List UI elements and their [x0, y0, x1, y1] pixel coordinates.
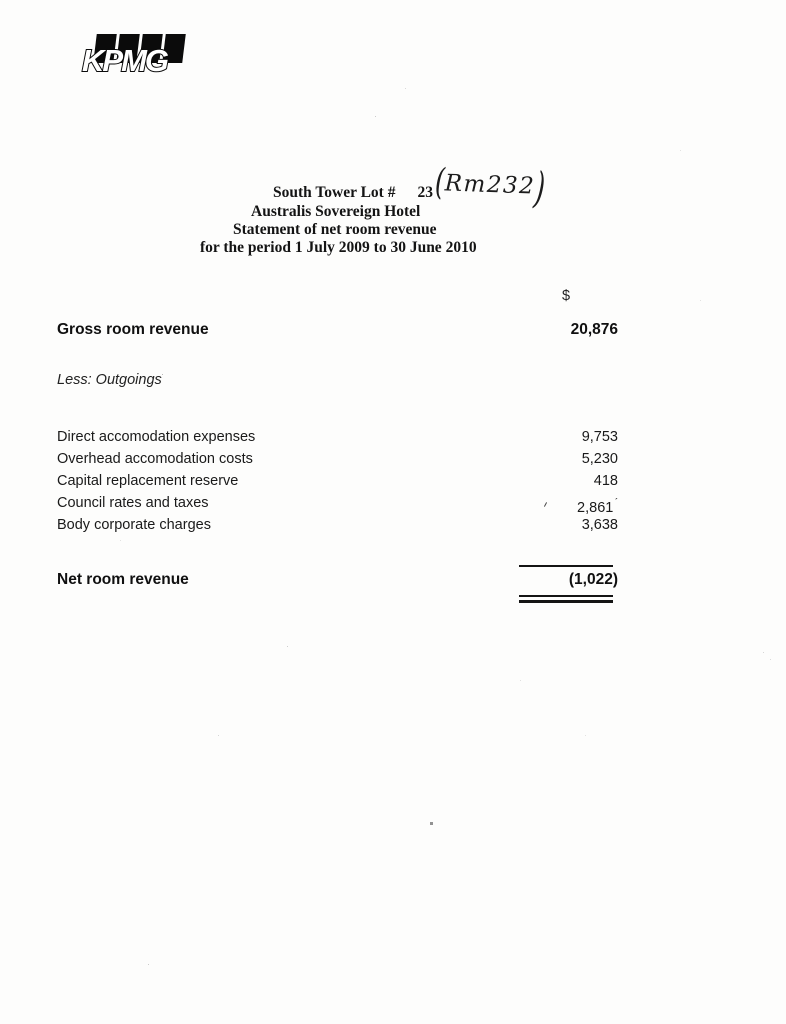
row-value: 9,753 — [581, 429, 618, 445]
row-direct-accomodation-expenses — [57, 429, 618, 445]
row-label: Less: Outgoings — [57, 372, 162, 388]
scan-noise — [0, 0, 1, 1]
row-gross-room-revenue — [57, 322, 618, 338]
doc-title-hotel-name: Australis Sovereign Hotel — [251, 203, 421, 220]
row-value: 418 — [593, 473, 618, 489]
doc-title-line-lot — [273, 185, 433, 201]
row-label: Council rates and taxes — [57, 495, 209, 511]
row-value: 20,876 — [570, 321, 618, 338]
row-value: 3,638 — [581, 517, 618, 533]
kpmg-wordmark-text: KPMG — [82, 43, 167, 78]
row-capital-replacement-reserve — [57, 473, 618, 489]
handwritten-room-annotation — [434, 160, 548, 215]
kpmg-wordmark — [80, 43, 205, 83]
lot-label: South Tower Lot # — [273, 184, 396, 201]
row-label: Body corporate charges — [57, 517, 211, 533]
scan-tick-artifact: ˊ — [614, 497, 618, 509]
kpmg-logo — [80, 32, 200, 80]
doc-title-statement-name: Statement of net room revenue — [233, 221, 437, 238]
row-value: (1,022) — [568, 571, 618, 588]
annotation-text: Rm232 — [444, 170, 536, 200]
row-body-corporate-charges — [57, 517, 618, 533]
row-value — [577, 495, 618, 516]
row-net-room-revenue — [57, 572, 618, 588]
row-label: Gross room revenue — [57, 321, 209, 338]
row-less-outgoings-heading — [57, 372, 618, 388]
total-double-underline — [519, 595, 613, 603]
row-label: Direct accomodation expenses — [57, 429, 256, 445]
annotation-open-paren: ( — [434, 160, 446, 203]
row-label: Capital replacement reserve — [57, 473, 239, 489]
row-council-rates-and-taxes — [57, 495, 618, 516]
currency-column-header: $ — [562, 288, 571, 304]
annotation-close-paren: ) — [532, 161, 548, 215]
row-overhead-accomodation-costs — [57, 451, 618, 467]
row-value-number: 2,861 — [577, 500, 614, 516]
row-value: 5,230 — [581, 451, 618, 467]
doc-title-period: for the period 1 July 2009 to 30 June 2010 — [200, 239, 477, 256]
row-label: Net room revenue — [57, 571, 189, 588]
total-top-rule — [519, 565, 613, 567]
row-label: Overhead accomodation costs — [57, 451, 253, 467]
lot-number: 23 — [417, 184, 433, 201]
